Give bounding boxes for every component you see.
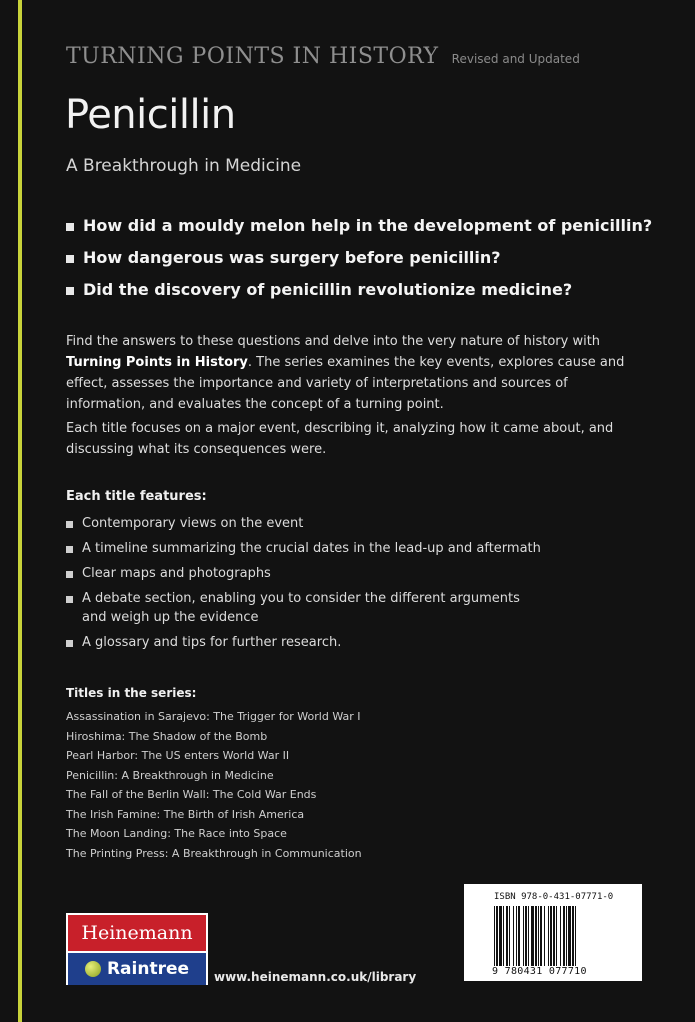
tennis-ball-icon — [85, 961, 101, 977]
feature-item: Contemporary views on the event — [66, 514, 566, 533]
series-title-item: Assassination in Sarajevo: The Trigger for World War I — [66, 710, 361, 723]
feature-item: A glossary and tips for further research. — [66, 633, 566, 652]
series-titles-heading: Titles in the series: — [66, 686, 197, 700]
square-bullet-icon — [66, 546, 73, 553]
square-bullet-icon — [66, 640, 73, 647]
feature-item: Clear maps and photographs — [66, 564, 566, 583]
publisher-logo — [66, 913, 208, 985]
feature-item: A timeline summarizing the crucial dates in the lead-up and aftermath — [66, 539, 566, 558]
features-heading: Each title features: — [66, 489, 207, 504]
question-item: Did the discovery of penicillin revolutionize medicine? — [66, 278, 666, 310]
question-item: How dangerous was surgery before penicillin? — [66, 246, 666, 278]
isbn-label: ISBN 978-0-431-07771-0 — [494, 892, 614, 902]
square-bullet-icon — [66, 596, 73, 603]
intro-paragraph-2: Each title focuses on a major event, describing it, analyzing how it came about, and discussing what its consequences were. — [66, 421, 614, 457]
series-note: Revised and Updated — [451, 52, 580, 66]
barcode-bars — [494, 906, 634, 968]
logo-raintree: Raintree — [68, 951, 206, 985]
intro-paragraph: Find the answers to these questions and delve into the very nature of history with Turning Points in History. The series examines the key events, explores cause and effect, assesses the importance and variety of interpretations and sources of information, and evaluates the concept of a turning point. — [66, 334, 625, 412]
series-titles-list — [66, 707, 362, 863]
square-bullet-icon — [66, 571, 73, 578]
barcode-digits: 9 780431 077710 — [492, 966, 638, 977]
square-bullet-icon — [66, 521, 73, 528]
series-title-item: Hiroshima: The Shadow of the Bomb — [66, 729, 268, 743]
series-title-item: The Fall of the Berlin Wall: The Cold War Ends — [66, 788, 317, 801]
series-title-item: The Irish Famine: The Birth of Irish America — [66, 807, 305, 821]
question-list — [66, 214, 666, 310]
series-name-bold: Turning Points in History — [66, 355, 248, 370]
series-name: TURNING POINTS IN HISTORY — [66, 44, 439, 69]
publisher-website: www.heinemann.co.uk/library — [214, 970, 417, 984]
square-bullet-icon — [66, 255, 74, 263]
logo-heinemann: Heinemann — [68, 915, 206, 951]
book-subtitle: A Breakthrough in Medicine — [66, 156, 302, 176]
square-bullet-icon — [66, 287, 74, 295]
series-title-item: The Moon Landing: The Race into Space — [66, 827, 287, 840]
series-title-item: The Printing Press: A Breakthrough in Communication — [66, 846, 362, 860]
feature-item: A debate section, enabling you to consider the different arguments and weigh up the evidence — [66, 589, 536, 627]
square-bullet-icon — [66, 223, 74, 231]
series-title-item: Penicillin: A Breakthrough in Medicine — [66, 768, 274, 782]
book-title: Penicillin — [65, 92, 236, 138]
question-item: How did a mouldy melon help in the development of penicillin? — [66, 214, 666, 246]
spine-accent-line — [18, 0, 22, 1022]
features-list — [66, 514, 566, 658]
series-title-item: Pearl Harbor: The US enters World War II — [66, 749, 290, 762]
series-header — [66, 44, 580, 69]
isbn-barcode — [464, 884, 642, 981]
